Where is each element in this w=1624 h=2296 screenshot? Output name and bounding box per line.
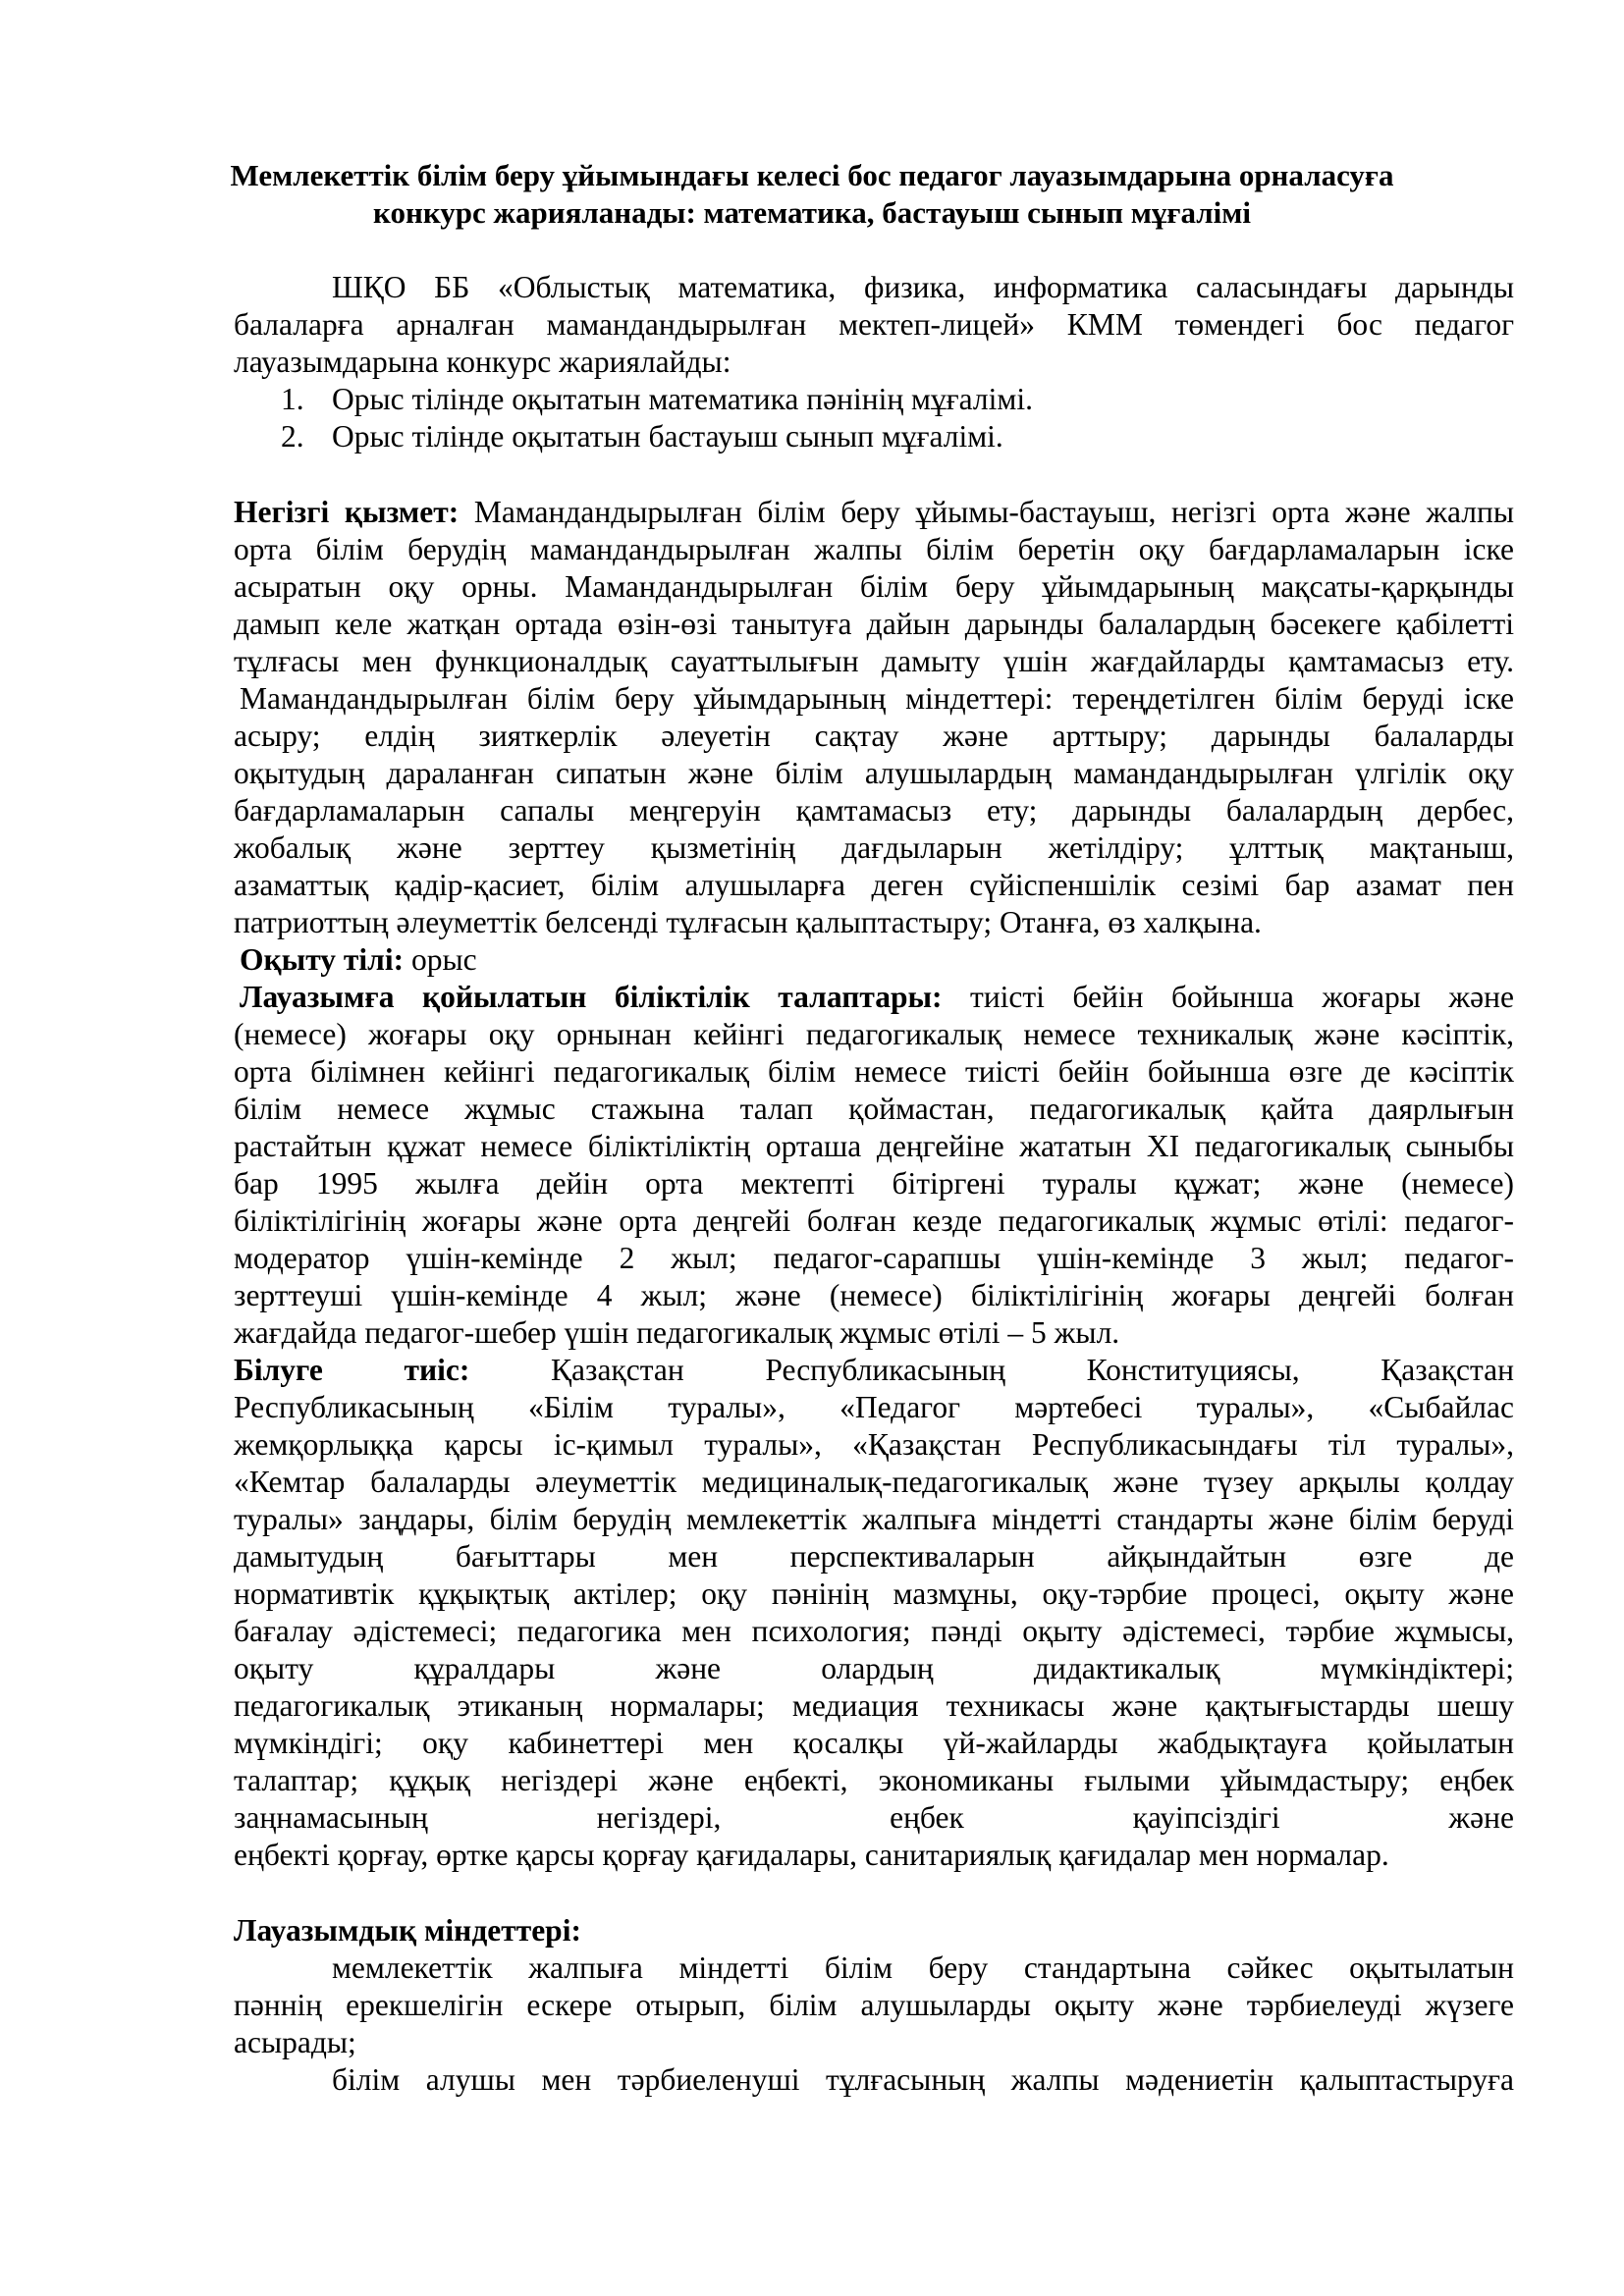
must-know-line: жемқорлыққа қарсы іс-қимыл туралы», «Қазақстан Республикасындағы тіл туралы»,: [234, 1427, 1514, 1462]
qualification-line: бар 1995 жылға дейін орта мектепті бітіргені туралы құжат; және (немесе): [234, 1166, 1514, 1201]
qualification-line: растайтын құжат немесе біліктіліктің орташа деңгейіне жататын XI педагогикалық сыныбы: [234, 1129, 1514, 1163]
qualification-first-line: [240, 979, 1514, 1016]
intro-line: балаларға арналған мамандандырылған мектеп-лицей» КММ төмендегі бос педагог: [234, 307, 1514, 342]
qualification-line: (немесе) жоғары оқу орнынан кейінгі педагогикалық немесе техникалық және кәсіптік,: [234, 1017, 1514, 1051]
must-know-line: педагогикалық этиканың нормалары; медиация техникасы және қақтығыстарды шешу: [234, 1688, 1514, 1723]
qualification-line: модератор үшін-кемінде 2 жыл; педагог-сарапшы үшін-кемінде 3 жыл; педагог-: [234, 1241, 1514, 1275]
main-activity-line: Мамандандырылған білім беру ұйымдарының міндеттері: тереңдетілген білім беруді іске: [240, 681, 1514, 716]
language-line: [240, 941, 477, 979]
main-activity-line: оқытудың дараланған сипатын және білім алушылардың мамандандырылған үлгілік оқу: [234, 756, 1514, 790]
main-activity-line: асыратын оқу орны. Мамандандырылған білім беру ұйымдарының мақсаты-қарқынды: [234, 569, 1514, 604]
position-text: Орыс тілінде оқытатын математика пәнінің мұғалімі.: [332, 382, 1033, 416]
main-activity-label: Негізгі қызмет:: [234, 495, 460, 529]
duties-line: пәннің ерекшелігін ескере отырып, білім алушыларды оқыту және тәрбиелеуді жүзеге: [234, 1988, 1514, 2022]
main-activity-line: тұлғасы мен функционалдық сауаттылығын дамыту үшін жағдайларды қамтамасыз ету.: [234, 644, 1514, 678]
must-know-label: Білуге тиіс:: [234, 1353, 470, 1387]
qualification-line: жағдайда педагог-шебер үшін педагогикалық жұмыс өтілі – 5 жыл.: [234, 1315, 1120, 1350]
main-activity-line: асыру; елдің зияткерлік әлеуетін сақтау және арттыру; дарынды балаларды: [234, 719, 1514, 753]
must-know-text: Қазақстан Республикасының Конституциясы, Қазақстан: [469, 1353, 1514, 1387]
must-know-line: заңнамасының негіздері, еңбек қауіпсіздігі және: [234, 1800, 1514, 1835]
main-activity-line: дамып келе жатқан ортада өзін-өзі танытуға дайын дарынды балалардың бәсекеге қабілетті: [234, 607, 1514, 641]
position-text: Орыс тілінде оқытатын бастауыш сынып мұғалімі.: [332, 419, 1003, 454]
main-activity-line: патриоттың әлеуметтік белсенді тұлғасын қалыптастыру; Отанға, өз халқына.: [234, 905, 1262, 939]
duties-line: мемлекеттік жалпыға міндетті білім беру стандартына сәйкес оқытылатын: [332, 1950, 1514, 1985]
must-know-line: оқыту құралдары және олардың дидактикалық мүмкіндіктері;: [234, 1651, 1514, 1685]
duties-line: асырады;: [234, 2025, 356, 2059]
list-number: 2.: [281, 419, 304, 454]
duties-line: білім алушы мен тәрбиеленуші тұлғасының жалпы мәдениетін қалыптастыруға: [332, 2062, 1514, 2097]
must-know-line: еңбекті қорғау, өртке қарсы қорғау қағидалары, санитариялық қағидалар мен нормалар.: [234, 1838, 1389, 1872]
language-label: Оқыту тілі:: [240, 942, 405, 977]
must-know-line: талаптар; құқық негіздері және еңбекті, экономиканы ғылыми ұйымдастыру; еңбек: [234, 1763, 1514, 1797]
qualification-label: Лауазымға қойылатын біліктілік талаптары:: [240, 980, 943, 1014]
must-know-line: бағалау әдістемесі; педагогика мен психология; пәнді оқыту әдістемесі, тәрбие жұмысы,: [234, 1614, 1514, 1648]
document-title-line-1: Мемлекеттік білім беру ұйымындағы келесі бос педагог лауазымдарына орналасуға: [230, 158, 1394, 192]
list-number: 1.: [281, 382, 304, 416]
intro-line: лауазымдарына конкурс жариялайды:: [234, 345, 731, 379]
main-activity-line: азаматтық қадір-қасиет, білім алушыларға деген сүйіспеншілік сезімі бар азамат пен: [234, 868, 1514, 902]
position-list-item: [281, 381, 1033, 418]
duties-heading: Лауазымдық міндеттері:: [234, 1913, 581, 1948]
main-activity-line: бағдарламаларын сапалы меңгеруін қамтамасыз ету; дарынды балалардың дербес,: [234, 793, 1514, 828]
qualification-line: орта білімнен кейінгі педагогикалық білім немесе тиісті бейін бойынша өзге де кәсіптік: [234, 1054, 1514, 1089]
qualification-line: біліктілігінің жоғары және орта деңгейі болған кезде педагогикалық жұмыс өтілі: педагог-: [234, 1203, 1514, 1238]
must-know-line: «Кемтар балаларды әлеуметтік медициналық-педагогикалық және түзеу арқылы қолдау: [234, 1465, 1514, 1499]
language-value: орыс: [404, 942, 477, 977]
must-know-line: нормативтік құқықтық актілер; оқу пәнінің мазмұны, оқу-тәрбие процесі, оқыту және: [234, 1576, 1514, 1611]
must-know-line: мүмкіндігі; оқу кабинеттері мен қосалқы үй-жайларды жабдықтауға қойылатын: [234, 1726, 1514, 1760]
must-know-first-line: [234, 1352, 1514, 1389]
qualification-text: тиісті бейін бойынша жоғары және: [942, 980, 1514, 1014]
must-know-line: Республикасының «Білім туралы», «Педагог мәртебесі туралы», «Сыбайлас: [234, 1390, 1514, 1424]
document-title-line-2: конкурс жарияланады: математика, бастауыш сынып мұғалімі: [373, 195, 1251, 230]
main-activity-line: жобалық және зерттеу қызметінің дағдыларын жетілдіру; ұлттық мақтаныш,: [234, 830, 1514, 865]
intro-line: ШҚО ББ «Облыстық математика, физика, информатика саласындағы дарынды: [332, 270, 1514, 304]
main-activity-text: Мамандандырылған білім беру ұйымы-бастауыш, негізгі орта және жалпы: [459, 495, 1515, 529]
main-activity-line: орта білім берудің мамандандырылған жалпы білім беретін оқу бағдарламаларын іске: [234, 532, 1514, 566]
position-list-item: [281, 418, 1003, 455]
qualification-line: зерттеуші үшін-кемінде 4 жыл; және (немесе) біліктілігінің жоғары деңгейі болған: [234, 1278, 1514, 1312]
must-know-line: туралы» заңдары, білім берудің мемлекеттік жалпыға міндетті стандарты және білім беруді: [234, 1502, 1514, 1536]
main-activity-first-line: [234, 494, 1514, 531]
must-know-line: дамытудың бағыттары мен перспективаларын айқындайтын өзге де: [234, 1539, 1514, 1574]
qualification-line: білім немесе жұмыс стажына талап қоймастан, педагогикалық қайта даярлығын: [234, 1092, 1514, 1126]
